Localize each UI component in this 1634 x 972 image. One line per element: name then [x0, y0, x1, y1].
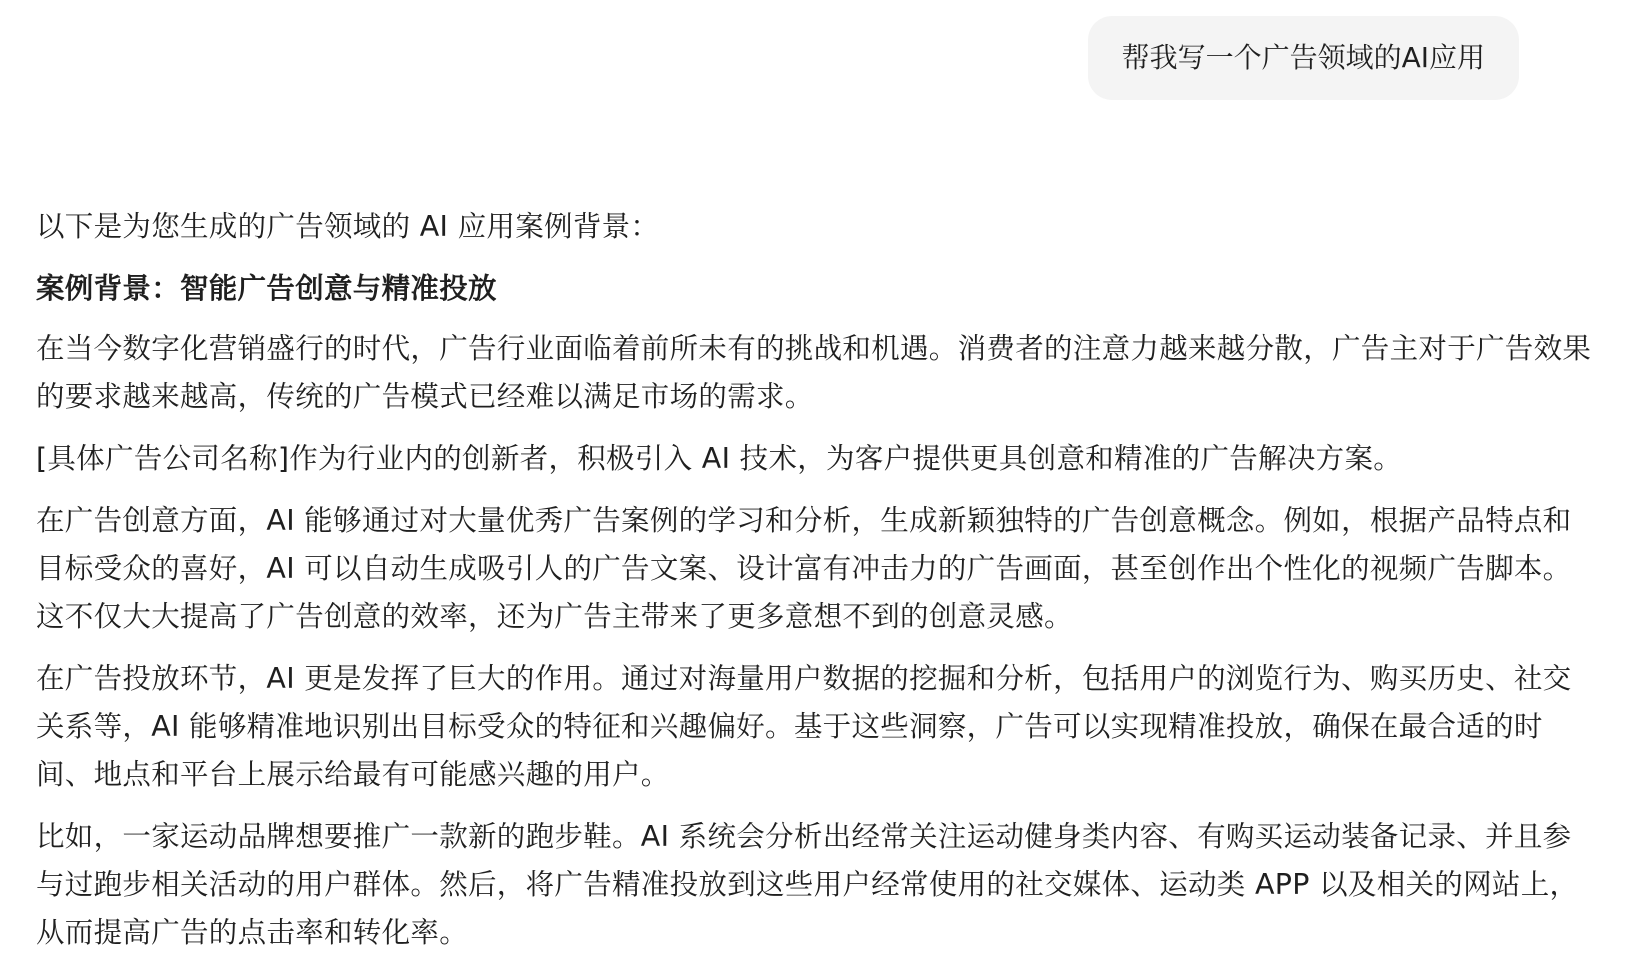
assistant-paragraph-2: [具体广告公司名称]作为行业内的创新者，积极引入 AI 技术，为客户提供更具创意和精准的广告解决方案。 [36, 442, 1403, 475]
user-message-bubble: 帮我写一个广告领域的AI应用 [1088, 16, 1519, 100]
assistant-paragraph-4: 在广告投放环节，AI 更是发挥了巨大的作用。通过对海量用户数据的挖掘和分析，包括用户的浏览行为、购买历史、社交关系等，AI 能够精准地识别出目标受众的特征和兴趣偏好。基于这些洞察，广告可以实现精准投放，确保在最合适的时间、地点和平台上展示给最有可能感兴趣的用户。 [36, 662, 1572, 791]
assistant-message [36, 203, 1598, 971]
assistant-paragraph-3: 在广告创意方面，AI 能够通过对大量优秀广告案例的学习和分析，生成新颖独特的广告创意概念。例如，根据产品特点和目标受众的喜好，AI 可以自动生成吸引人的广告文案、设计富有冲击力的广告画面，甚至创作出个性化的视频广告脚本。这不仅大大提高了广告创意的效率，还为广告主带来了更多意想不到的创意灵感。 [36, 504, 1572, 633]
user-message-row [1088, 16, 1519, 100]
assistant-heading: 案例背景：智能广告创意与精准投放 [36, 272, 497, 305]
assistant-paragraph-5: 比如，一家运动品牌想要推广一款新的跑步鞋。AI 系统会分析出经常关注运动健身类内容、有购买运动装备记录、并且参与过跑步相关活动的用户群体。然后，将广告精准投放到这些用户经常使用的社交媒体、运动类 APP 以及相关的网站上，从而提高广告的点击率和转化率。 [36, 820, 1579, 949]
assistant-paragraph-1: 在当今数字化营销盛行的时代，广告行业面临着前所未有的挑战和机遇。消费者的注意力越来越分散，广告主对于广告效果的要求越来越高，传统的广告模式已经难以满足市场的需求。 [36, 332, 1592, 413]
assistant-intro: 以下是为您生成的广告领域的 AI 应用案例背景： [36, 210, 660, 243]
